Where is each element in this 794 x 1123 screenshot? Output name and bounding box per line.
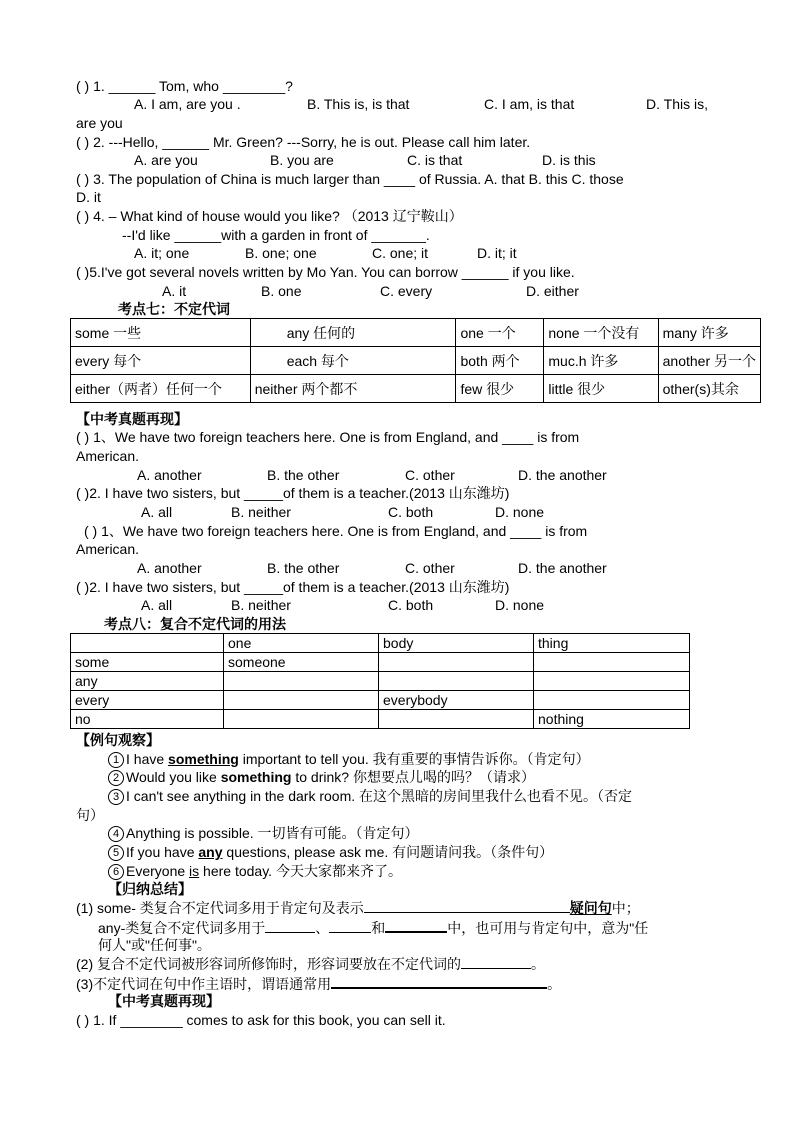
table-cell: neither 两个都不 (250, 375, 456, 403)
table-cell: muc.h 许多 (544, 347, 658, 375)
table-cell: some (71, 653, 224, 672)
example-sentence-4 (108, 824, 419, 842)
table-cell (224, 672, 379, 691)
example-number: 1 (108, 752, 124, 768)
summary-text: 。 (531, 956, 545, 972)
exam1-qd-stem: ( )2. I have two sisters, but _____of them is a teacher.(2013 山东潍坊) (76, 579, 510, 595)
table-cell: none 一个没有 (544, 319, 658, 347)
example-text: Would you like (126, 769, 221, 785)
exam1-qd-option-c: C. both (388, 597, 434, 613)
q5-option-a: A. it (162, 283, 187, 299)
section8-title: 考点八：复合不定代词的用法 (104, 616, 286, 632)
example-text: important to tell you. 我有重要的事情告诉你。（肯定句） (238, 751, 590, 767)
table-cell: any (71, 672, 224, 691)
q5-stem: ( )5.I've got several novels written by Mo Yan. You can borrow ______ if you like. (76, 264, 575, 280)
exam1-qc-option-d: D. the another (518, 560, 607, 576)
example-number: 2 (108, 770, 124, 786)
q5-option-d: D. either (526, 283, 579, 299)
exam1-title: 【中考真题再现】 (76, 411, 188, 427)
q5-option-b: B. one (261, 283, 302, 299)
table-row (71, 672, 690, 691)
q4-option-c: C. one; it (372, 245, 429, 261)
table-cell: someone (224, 653, 379, 672)
q4-line2: --I'd like ______with a garden in front of _______. (122, 227, 430, 243)
summary-text: 。 (547, 976, 562, 992)
summary-keyword: 疑问句 (569, 900, 612, 916)
summary-text: any-类复合不定代词多用于 (98, 920, 266, 936)
table-cell (379, 653, 534, 672)
exam1-qc-option-a: A. another (137, 560, 202, 576)
exam1-qb-stem: ( )2. I have two sisters, but _____of them is a teacher.(2013 山东潍坊) (76, 485, 510, 501)
example-keyword: something (220, 769, 292, 785)
table-cell: other(s)其余 (658, 375, 760, 403)
exam2-q1: ( ) 1. If ________ comes to ask for this book, you can sell it. (76, 1012, 446, 1028)
section7-title: 考点七：不定代词 (118, 301, 230, 317)
q4-option-b: B. one; one (245, 245, 317, 261)
exam1-qc-wrap: American. (76, 541, 140, 557)
q1-option-a: A. I am, are you . (134, 96, 241, 112)
table-cell (379, 672, 534, 691)
q1-wrap: are you (76, 115, 123, 131)
example-text: here today. 今天大家都来齐了。 (199, 863, 402, 879)
exam1-qb-option-c: C. both (388, 504, 434, 520)
example-number: 5 (108, 845, 124, 861)
exam1-qa-wrap: American. (76, 448, 140, 464)
example-sentence-3 (108, 787, 632, 805)
example-sentence-5 (108, 843, 553, 861)
example-number: 3 (108, 789, 124, 805)
q1-option-b: B. This is, is that (307, 96, 410, 112)
table-cell: few 很少 (456, 375, 544, 403)
table-cell: every (71, 691, 224, 710)
answer-blank[interactable] (265, 919, 315, 933)
summary-line-3: 何人"或"任何事"。 (98, 937, 211, 953)
table-cell: both 两个 (456, 347, 544, 375)
exam1-qd-option-b: B. neither (231, 597, 291, 613)
example-text: to drink? 你想要点儿喝的吗？（请求） (291, 769, 535, 785)
q3-wrap: D. it (76, 189, 101, 205)
table-row (71, 375, 761, 403)
q2-stem: ( ) 2. ---Hello, ______ Mr. Green? ---Sorry, he is out. Please call him later. (76, 134, 531, 150)
table-row (71, 634, 690, 653)
example-number: 6 (108, 864, 124, 880)
summary-text: 中； (611, 900, 640, 916)
table-cell: each 每个 (250, 347, 456, 375)
example-text: I can't see anything in the dark room. 在这个黑暗的房间里我什么也看不见。（否定 (126, 788, 633, 804)
example-text: Anything is possible. 一切皆有可能。（肯定句） (126, 825, 419, 841)
example-sentence-6 (108, 862, 402, 880)
exam2-title: 【中考真题再现】 (108, 993, 220, 1009)
table-row (71, 347, 761, 375)
summary-text: (2) 复合不定代词被形容词所修饰时，形容词要放在不定代词的 (76, 956, 461, 972)
exam1-qa-option-b: B. the other (267, 467, 340, 483)
summary-text: (1) some- 类复合不定代词多用于肯定句及表示 (76, 900, 364, 916)
table-cell (534, 672, 690, 691)
exam1-qa-stem: ( ) 1、We have two foreign teachers here. One is from England, and ____ is from (76, 429, 580, 445)
summary-line-2 (98, 918, 648, 937)
answer-blank[interactable] (364, 899, 570, 913)
example-sentence-1 (108, 750, 590, 768)
examples-title: 【例句观察】 (76, 732, 160, 748)
summary-text: 、 (315, 920, 330, 936)
table-cell (534, 653, 690, 672)
table-cell: everybody (379, 691, 534, 710)
exam1-qb-option-a: A. all (141, 504, 173, 520)
example-sentence-2 (108, 768, 535, 786)
q1-option-d: D. This is, (646, 96, 708, 112)
answer-blank[interactable] (331, 974, 547, 989)
answer-blank[interactable] (461, 955, 531, 969)
table-cell: one 一个 (456, 319, 544, 347)
example-keyword: is (189, 863, 200, 879)
exam1-qa-option-c: C. other (405, 467, 455, 483)
table-cell: another 另一个 (658, 347, 760, 375)
q1-option-c: C. I am, is that (484, 96, 575, 112)
example-3-wrap: 句） (76, 807, 104, 823)
summary-text: 和 (371, 920, 386, 936)
q5-option-c: C. every (380, 283, 433, 299)
answer-blank[interactable] (385, 918, 447, 933)
table-cell: no (71, 710, 224, 729)
table-cell (534, 691, 690, 710)
table-cell: one (224, 634, 379, 653)
table-cell: any 任何的 (250, 319, 456, 347)
q4-stem: ( ) 4. – What kind of house would you like? （2013 辽宁鞍山） (76, 208, 463, 224)
table-cell: thing (534, 634, 690, 653)
q4-option-d: D. it; it (477, 245, 517, 261)
exam1-qc-stem: ( ) 1、We have two foreign teachers here. One is from England, and ____ is from (84, 523, 588, 539)
exam1-qa-option-d: D. the another (518, 467, 607, 483)
example-text: I have (126, 751, 169, 767)
table-row (71, 653, 690, 672)
summary-line-1 (76, 899, 640, 917)
table-cell: nothing (534, 710, 690, 729)
q1-stem: ( ) 1. ______ Tom, who ________? (76, 78, 293, 94)
table-cell: little 很少 (544, 375, 658, 403)
answer-blank[interactable] (329, 919, 371, 933)
exam1-qc-option-b: B. the other (267, 560, 340, 576)
table-cell (71, 634, 224, 653)
exam1-qd-option-a: A. all (141, 597, 173, 613)
summary-text: (3)不定代词在句中作主语时，谓语通常用 (76, 976, 332, 992)
table-cell (224, 710, 379, 729)
q2-option-a: A. are you (134, 152, 198, 168)
indefinite-pronoun-table (70, 318, 761, 403)
example-text: questions, please ask me. 有问题请问我。（条件句） (222, 844, 554, 860)
q3-stem: ( ) 3. The population of China is much larger than ____ of Russia. A. that B. this C. those (76, 171, 624, 187)
exam1-qa-option-a: A. another (137, 467, 202, 483)
q2-option-b: B. you are (270, 152, 334, 168)
exam1-qd-option-d: D. none (495, 597, 545, 613)
exam1-qb-option-b: B. neither (231, 504, 291, 520)
exam1-qc-option-c: C. other (405, 560, 455, 576)
table-cell: some 一些 (71, 319, 251, 347)
example-text: If you have (126, 844, 199, 860)
table-row (71, 710, 690, 729)
q4-option-a: A. it; one (134, 245, 190, 261)
compound-pronoun-table (70, 633, 690, 729)
table-cell (224, 691, 379, 710)
table-cell (379, 710, 534, 729)
table-row (71, 319, 761, 347)
example-keyword: something (168, 751, 239, 767)
summary-line-4 (76, 955, 545, 973)
exam1-qb-option-d: D. none (495, 504, 545, 520)
table-cell: body (379, 634, 534, 653)
example-keyword: any (198, 844, 223, 860)
summary-title: 【归纳总结】 (108, 881, 192, 897)
summary-text: 中，也可用与肯定句中，意为"任 (447, 920, 649, 936)
example-number: 4 (108, 826, 124, 842)
table-cell: many 许多 (658, 319, 760, 347)
table-cell: every 每个 (71, 347, 251, 375)
table-row (71, 691, 690, 710)
q2-option-c: C. is that (407, 152, 463, 168)
table-cell: either（两者）任何一个 (71, 375, 251, 403)
example-text: Everyone (126, 863, 190, 879)
q2-option-d: D. is this (542, 152, 596, 168)
summary-line-5 (76, 974, 561, 993)
